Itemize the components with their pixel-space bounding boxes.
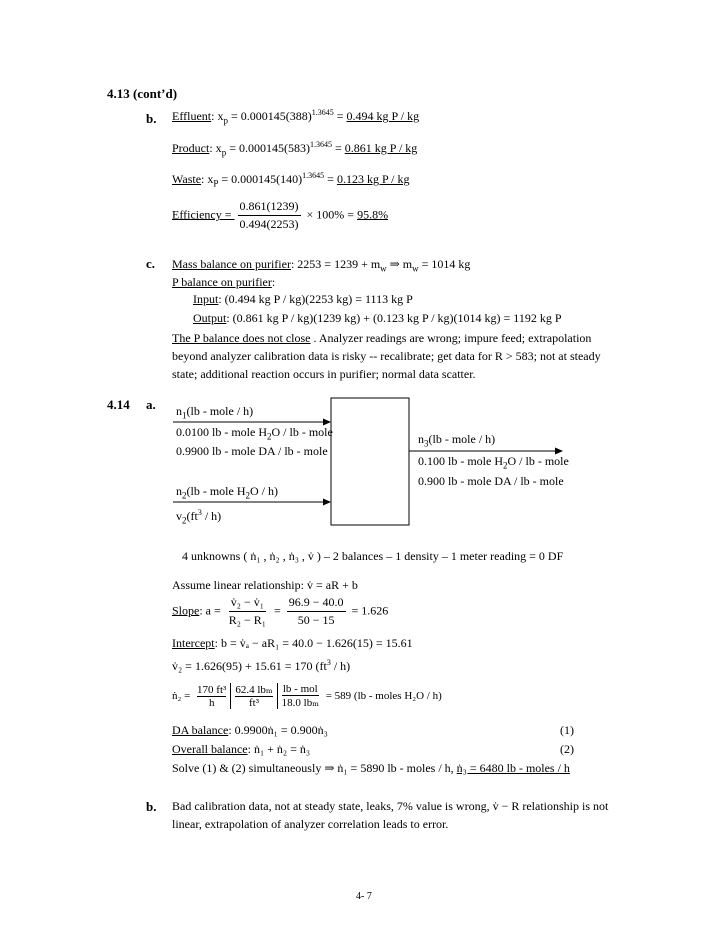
slope-equation: Slope: a = $\frac{\text{v̇₂ − v̇₁}}{\text{R₂ − R₁}}$ = $\frac{96.9 - 40.0}{50 - 15}$ = 1.626 <box>172 595 389 627</box>
stream-1-comp-da: 0.9900 lb - mole DA / lb - mole <box>176 444 328 458</box>
closing-line-3: state; additional reaction occurs in purifier; normal data scatter. <box>172 367 476 381</box>
closing-line-2: beyond analyzer calibration data is risky -- recalibrate; get data for R > 583; not at steady <box>172 349 601 363</box>
waste-result: 0.123 kg P / kg <box>336 172 410 186</box>
part-a-label: a. <box>146 397 156 412</box>
part-b2-label: b. <box>146 799 157 814</box>
intercept-equation: Intercept: b = v̇ₐ − aR₁ = 40.0 − 1.626(15) = 15.61 <box>172 636 413 650</box>
effluent-label: Effluent <box>172 109 212 123</box>
da-balance: DA balance: 0.9900ṅ₁ = 0.900ṅ₃ <box>172 723 328 737</box>
stream-3-flow: $n_3(lb$ - mole / h) <box>418 432 496 449</box>
stream-1-comp-water: 0.0100 lb - mole $H_2O$ / lb - mole <box>176 425 333 442</box>
effluent-result: 0.494 kg P / kg <box>346 109 420 123</box>
product-label: Product <box>172 141 210 155</box>
eq-number-2: (2) <box>560 742 574 756</box>
mass-balance-line: Mass balance on purifier: $2253 = 1239 + m_w$ ⇒ $m_w = 1014$ kg <box>172 257 471 274</box>
product-equation: Product: $x_p = 0.000145(583)^{1.3645} = 0.861$ kg P / kg <box>172 140 418 158</box>
efficiency-equation: Efficiency = $\frac{0.861(1239)}{0.494(2253)}$ × 100% = 95.8% <box>172 199 389 231</box>
v2-equation: v̇₂ = 1.626(95) + 15.61 = 170 $(ft^3 / h)$ <box>172 658 351 673</box>
problem-number: 4.14 <box>107 397 130 412</box>
n2-conversion: ṅ₂ = $\frac{\text{170 ft³}}{h}$ 62.4 lbₘ ft³ lb - mol 18.0 lbₘ = 589 (lb - moles H₂O / h) <box>172 683 442 709</box>
input-line: Input: (0.494 kg P / kg)(2253 kg) = 1113 kg P <box>193 292 413 306</box>
stream-3-comp-water: 0.100 lb - mole $H_2O$ / lb - mole <box>418 454 569 471</box>
stream-2-arrowhead <box>323 499 331 506</box>
n3-result: ṅ₃ = 6480 lb - moles / h <box>456 761 570 775</box>
eq-number-1: (1) <box>560 723 574 737</box>
waste-equation: Waste: $x_P = 0.000145(140)^{1.3645} = 0.123$ kg P / kg <box>172 171 410 189</box>
degrees-of-freedom: 4 unknowns ( ṅ₁ , ṅ₂ , ṅ₃ , v̇ ) – 2 balances – 1 density – 1 meter reading = 0 DF <box>182 549 564 563</box>
output-line: Output: (0.861 kg P / kg)(1239 kg) + (0.123 kg P / kg)(1014 kg) = 1192 kg P <box>193 311 562 325</box>
overall-balance: Overall balance: ṅ₁ + ṅ₂ = ṅ₃ <box>172 742 311 756</box>
efficiency-result: 95.8% <box>357 207 389 222</box>
p-balance-label: P balance on purifier: <box>172 275 276 289</box>
closing-line-1: The P balance does not close . Analyzer readings are wrong; impure feed; extrapolation <box>172 331 592 345</box>
process-unit-box <box>331 398 409 525</box>
part-b2-line-2: linear, extrapolation of analyzer correlation leads to error. <box>172 817 449 831</box>
stream-2-flow: $n_2(lb$ - mole $H_2O / h$) <box>176 484 278 501</box>
section-heading: 4.13 (cont’d) <box>107 86 178 101</box>
solve-line: Solve (1) & (2) simultaneously ⇒ ṅ₁ = 5890 lb - moles / h, ṅ₃ = 6480 lb - moles / h <box>172 761 570 775</box>
efficiency-label: Efficiency = <box>172 207 235 222</box>
waste-label: Waste <box>172 172 202 186</box>
stream-2-volume: $v_2(ft^3 / h)$ <box>176 508 222 526</box>
assume-linear: Assume linear relationship: v̇ = aR + b <box>172 578 358 592</box>
page-number: 4- 7 <box>356 891 372 902</box>
product-result: 0.861 kg P / kg <box>344 141 418 155</box>
part-c-label: c. <box>146 256 156 271</box>
stream-1-flow: $n_1(lb$ - mole / h) <box>176 404 254 421</box>
part-b-label: b. <box>146 111 157 126</box>
stream-3-comp-da: 0.900 lb - mole DA / lb - mole <box>418 474 564 488</box>
effluent-equation: Effluent: $x_p = 0.000145(388)^{1.3645} = 0.494$ kg P / kg <box>172 108 420 126</box>
part-b2-line-1: Bad calibration data, not at steady state, leaks, 7% value is wrong, v̇ − R relationship is not <box>172 799 609 813</box>
